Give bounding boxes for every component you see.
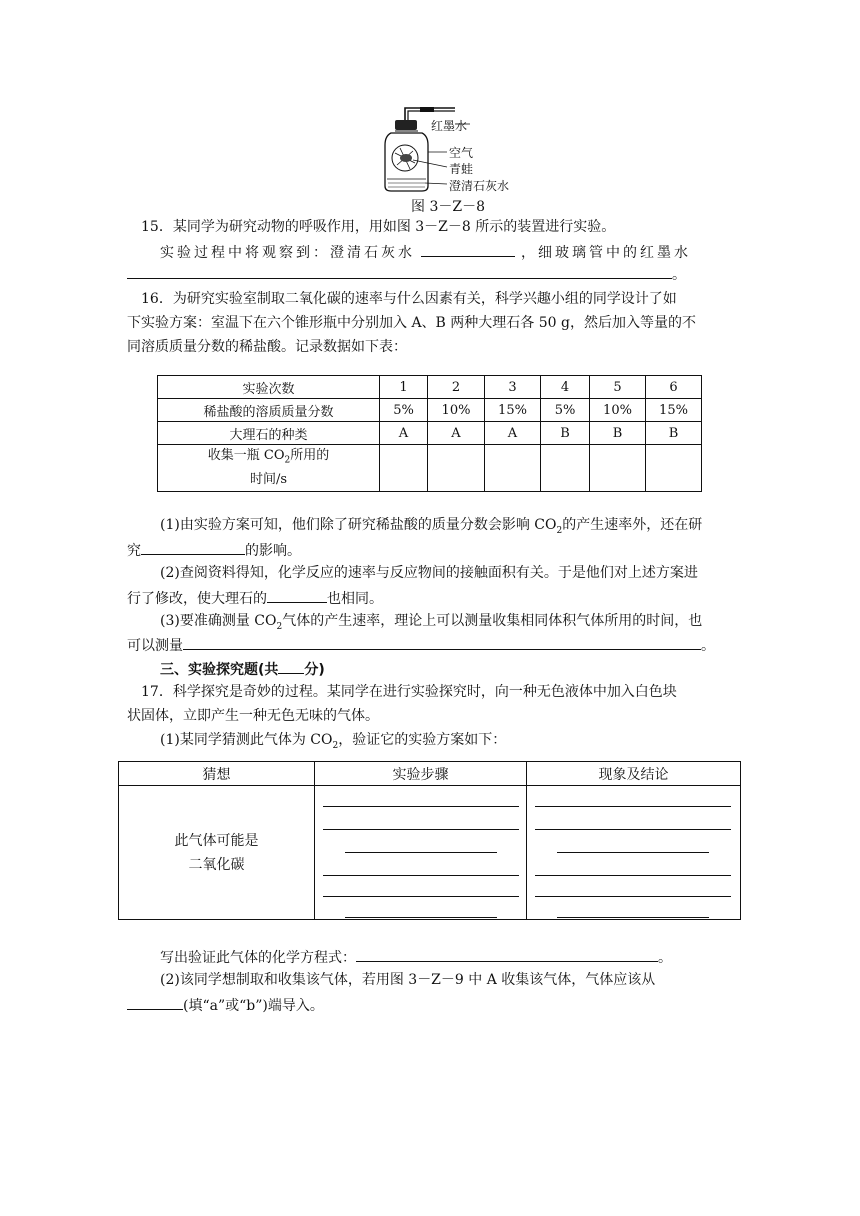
row-label-part: 收集一瓶 CO <box>207 447 285 463</box>
subscript: 2 <box>332 740 339 751</box>
row-label: 实验次数 <box>158 376 380 399</box>
experiment-data-table <box>157 375 702 492</box>
q16-part2-blank[interactable] <box>267 586 327 603</box>
q16-line1: 16．为研究实验室制取二氧化碳的速率与什么因素有关，科学兴趣小组的同学设计了如 <box>141 291 677 307</box>
table-header-row <box>119 762 741 786</box>
q17-line1: 17．科学探究是奇妙的过程。某同学在进行实验探究时，向一种无色液体中加入白色块 <box>141 684 677 700</box>
time-cell-2[interactable] <box>428 445 485 492</box>
row-label <box>158 445 380 492</box>
table-cell: B <box>646 422 702 445</box>
q16-part3-blank[interactable] <box>183 633 701 650</box>
q17-part2-blank[interactable] <box>127 993 183 1010</box>
q16-p3-start: (3)要准确测量 CO <box>160 613 277 629</box>
table-cell: 15% <box>485 399 541 422</box>
q15-period: 。 <box>672 267 686 283</box>
answer-line <box>535 896 731 897</box>
table-cell: 2 <box>428 376 485 399</box>
q16-line3: 同溶质质量分数的稀盐酸。记录数据如下表： <box>127 339 407 355</box>
apparatus-figure <box>375 103 525 198</box>
q15-red-ink-blank[interactable] <box>127 262 672 279</box>
table-cell: B <box>541 422 590 445</box>
table-cell: A <box>380 422 428 445</box>
q16-part1-line2 <box>127 538 301 562</box>
time-cell-4[interactable] <box>541 445 590 492</box>
q17-part2-line2 <box>127 993 324 1017</box>
section-score-blank[interactable] <box>278 657 304 674</box>
subscript: 2 <box>284 455 291 466</box>
q16-part2-line2 <box>127 586 383 610</box>
steps-cell <box>315 786 527 920</box>
q16-p2-end: 也相同。 <box>327 591 383 607</box>
table-cell: B <box>590 422 646 445</box>
subscript: 2 <box>276 621 283 632</box>
q15-line2-start: 实验过程中将观察到：澄清石灰水 <box>160 245 415 261</box>
table-cell: 5% <box>380 399 428 422</box>
q15-line2-end: ，细玻璃管中的红墨水 <box>521 245 691 261</box>
time-cell-1[interactable] <box>380 445 428 492</box>
answer-line <box>345 852 497 853</box>
row-label: 稀盐酸的溶质质量分数 <box>158 399 380 422</box>
phenomenon-cell <box>527 786 741 920</box>
answer-line <box>535 829 731 830</box>
table-row <box>158 399 702 422</box>
table-cell: 5% <box>541 399 590 422</box>
q17-line2: 状固体，立即产生一种无色无味的气体。 <box>127 708 379 724</box>
hypothesis-table <box>118 761 741 920</box>
answer-line <box>323 875 519 876</box>
q16-p1-influence: 的影响。 <box>245 543 301 559</box>
answer-line <box>323 806 519 807</box>
subscript: 2 <box>556 525 563 536</box>
section-title-start: 三、实验探究题(共 <box>160 662 279 678</box>
header-phenomenon: 现象及结论 <box>527 762 741 786</box>
time-cell-3[interactable] <box>485 445 541 492</box>
figure-caption: 图 3－Z－8 <box>411 199 485 215</box>
table-cell: 4 <box>541 376 590 399</box>
time-cell-5[interactable] <box>590 445 646 492</box>
answer-line <box>323 896 519 897</box>
table-cell: 10% <box>428 399 485 422</box>
section-title-end: 分) <box>304 662 325 678</box>
q16-p3-measure: 可以测量 <box>127 638 183 654</box>
q16-p1-research: 究 <box>127 543 141 559</box>
hypothesis-cell <box>119 786 315 920</box>
q17-part2-line1: (2)该同学想制取和收集该气体，若用图 3－Z－9 中 A 收集该气体，气体应该从 <box>160 972 656 988</box>
q16-p2-start: 行了修改，使大理石的 <box>127 591 267 607</box>
hypothesis-line2: 二氧化碳 <box>188 856 245 873</box>
answer-line <box>535 806 731 807</box>
q15-limewater-blank[interactable] <box>421 240 515 257</box>
q15-line1: 15．某同学为研究动物的呼吸作用，用如图 3－Z－8 所示的装置进行实验。 <box>141 219 616 235</box>
q16-p3-period: 。 <box>701 638 715 654</box>
header-steps: 实验步骤 <box>315 762 527 786</box>
label-air: 空气 <box>449 146 474 160</box>
label-red-ink: 红墨水 <box>431 119 468 133</box>
row-label: 大理石的种类 <box>158 422 380 445</box>
time-cell-6[interactable] <box>646 445 702 492</box>
steps-writing-area[interactable] <box>315 786 526 919</box>
answer-line <box>323 829 519 830</box>
q16-part3-line2 <box>127 633 715 657</box>
table-row <box>158 376 702 399</box>
q16-part2-line1: (2)查阅资料得知，化学反应的速率与反应物间的接触面积有关。于是他们对上述方案进 <box>160 565 698 581</box>
row-label-part: 所用的 <box>290 447 330 463</box>
q17-equation-period: 。 <box>658 950 672 966</box>
table-cell: A <box>428 422 485 445</box>
table-row <box>158 422 702 445</box>
answer-line <box>557 852 709 853</box>
hypothesis-line1: 此气体可能是 <box>174 832 259 849</box>
q16-line2: 下实验方案：室温下在六个锥形瓶中分别加入 A、B 两种大理石各 50 g，然后加入等量的不 <box>127 315 696 331</box>
row-label-part: 时间/s <box>249 472 288 488</box>
q17-p1-start: (1)某同学猜测此气体为 CO <box>160 732 333 748</box>
table-cell: 6 <box>646 376 702 399</box>
q17-equation <box>160 945 672 969</box>
q17-part1 <box>160 729 506 757</box>
answer-line <box>345 917 497 918</box>
table-cell: A <box>485 422 541 445</box>
answer-line <box>535 875 731 876</box>
q17-equation-label: 写出验证此气体的化学方程式： <box>160 950 356 966</box>
phenomenon-writing-area[interactable] <box>527 786 740 919</box>
equation-blank[interactable] <box>356 945 658 962</box>
header-hypothesis: 猜想 <box>119 762 315 786</box>
answer-line <box>557 917 709 918</box>
table-cell: 1 <box>380 376 428 399</box>
q17-p2-end: (填“a”或“b”)端导入。 <box>183 998 324 1014</box>
table-cell: 15% <box>646 399 702 422</box>
table-row <box>119 786 741 920</box>
q17-p1-end: ，验证它的实验方案如下： <box>338 732 507 748</box>
table-cell: 5 <box>590 376 646 399</box>
table-cell: 10% <box>590 399 646 422</box>
q16-p3-end: 气体的产生速率，理论上可以测量收集相同体积气体所用的时间，也 <box>282 613 703 629</box>
label-frog: 青蛙 <box>449 162 474 176</box>
q15-line2 <box>160 240 691 264</box>
section-title <box>160 657 325 681</box>
table-row <box>158 445 702 492</box>
q16-p1-end: 的产生速率外，还在研 <box>562 517 703 533</box>
table-cell: 3 <box>485 376 541 399</box>
q15-line3 <box>127 262 686 286</box>
q16-part1-blank[interactable] <box>141 538 245 555</box>
label-limewater: 澄清石灰水 <box>449 179 510 193</box>
q16-p1-start: (1)由实验方案可知，他们除了研究稀盐酸的质量分数会影响 CO <box>160 517 557 533</box>
